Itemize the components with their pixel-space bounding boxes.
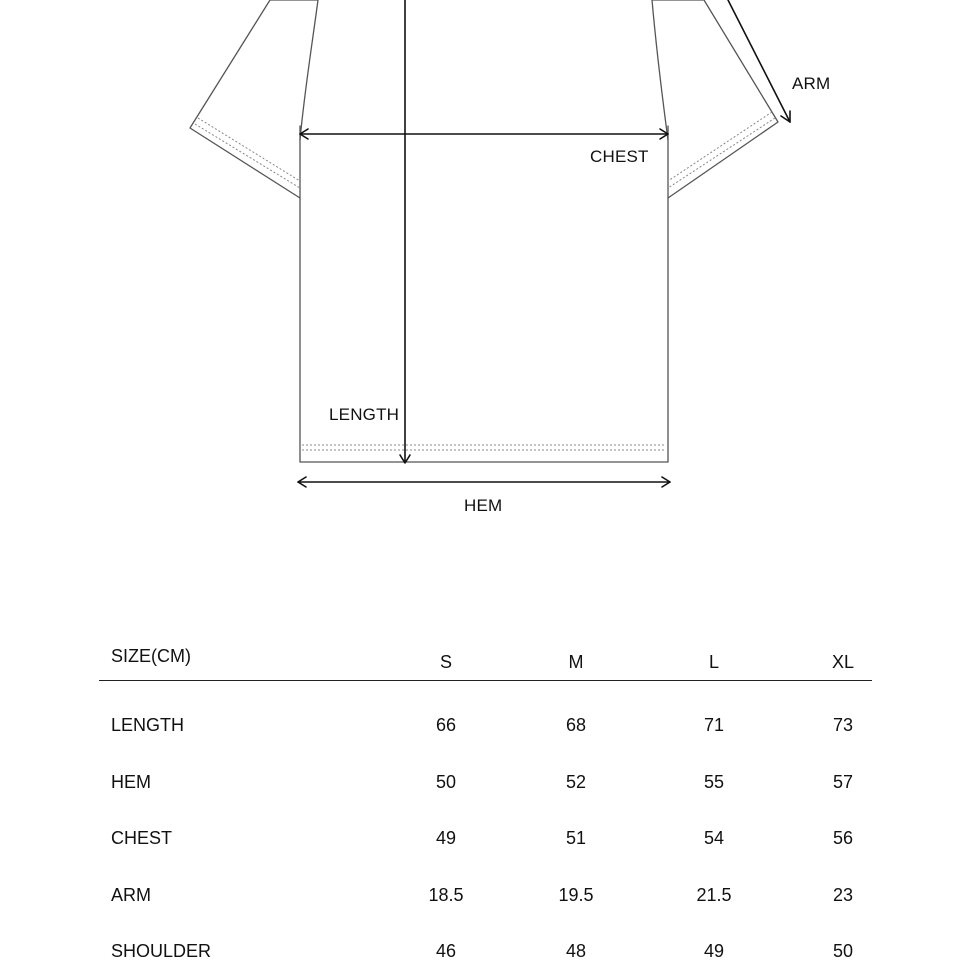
- table-cell: 66: [435, 715, 457, 735]
- table-row-hem: [99, 738, 872, 795]
- table-cell: 54: [703, 828, 725, 848]
- left-cuff-stitch-1: [198, 118, 300, 181]
- arm-measure-line: [728, 0, 790, 122]
- right-sleeve: [652, 0, 778, 198]
- table-cell: 51: [565, 828, 587, 848]
- chest-label: CHEST: [590, 147, 649, 166]
- table-cell: 56: [832, 828, 854, 848]
- size-xl-header: XL: [831, 652, 855, 672]
- table-cell: 50: [435, 771, 457, 792]
- table-cell: 55: [703, 771, 725, 792]
- table-cell: 46: [435, 941, 457, 961]
- row-label: SHOULDER: [111, 941, 212, 961]
- row-label: CHEST: [111, 828, 173, 848]
- size-l-header: L: [708, 652, 719, 672]
- hem-label: HEM: [464, 496, 503, 515]
- table-cell: 23: [832, 884, 854, 905]
- table-cell: 19.5: [558, 884, 594, 905]
- row-label: LENGTH: [111, 715, 185, 735]
- right-cuff-stitch-2: [668, 118, 775, 188]
- table-header-row: [99, 636, 872, 681]
- table-row-chest: [99, 794, 872, 851]
- length-label: LENGTH: [329, 405, 400, 424]
- table-cell: 49: [703, 941, 725, 961]
- table-cell: 50: [832, 941, 854, 961]
- table-row-shoulder: [99, 907, 872, 964]
- arm-label: ARM: [792, 74, 831, 93]
- row-label: ARM: [111, 884, 151, 905]
- table-row-length: [99, 681, 872, 738]
- table-cell: 18.5: [428, 884, 464, 905]
- table-cell: 68: [565, 715, 587, 735]
- row-label: HEM: [111, 771, 151, 792]
- size-unit-header: SIZE(CM): [111, 646, 191, 666]
- left-sleeve: [190, 0, 318, 198]
- left-cuff-stitch-2: [195, 124, 300, 188]
- table-cell: 73: [832, 715, 854, 735]
- table-cell: 21.5: [696, 884, 732, 905]
- table-cell: 52: [565, 771, 587, 792]
- size-s-header: S: [439, 652, 452, 672]
- right-cuff-stitch-1: [668, 112, 772, 181]
- table-cell: 48: [565, 941, 587, 961]
- table-cell: 57: [832, 771, 854, 792]
- table-row-arm: [99, 851, 872, 908]
- table-cell: 49: [435, 828, 457, 848]
- table-cell: 71: [703, 715, 725, 735]
- size-m-header: M: [568, 652, 584, 672]
- size-chart-table: [99, 636, 872, 964]
